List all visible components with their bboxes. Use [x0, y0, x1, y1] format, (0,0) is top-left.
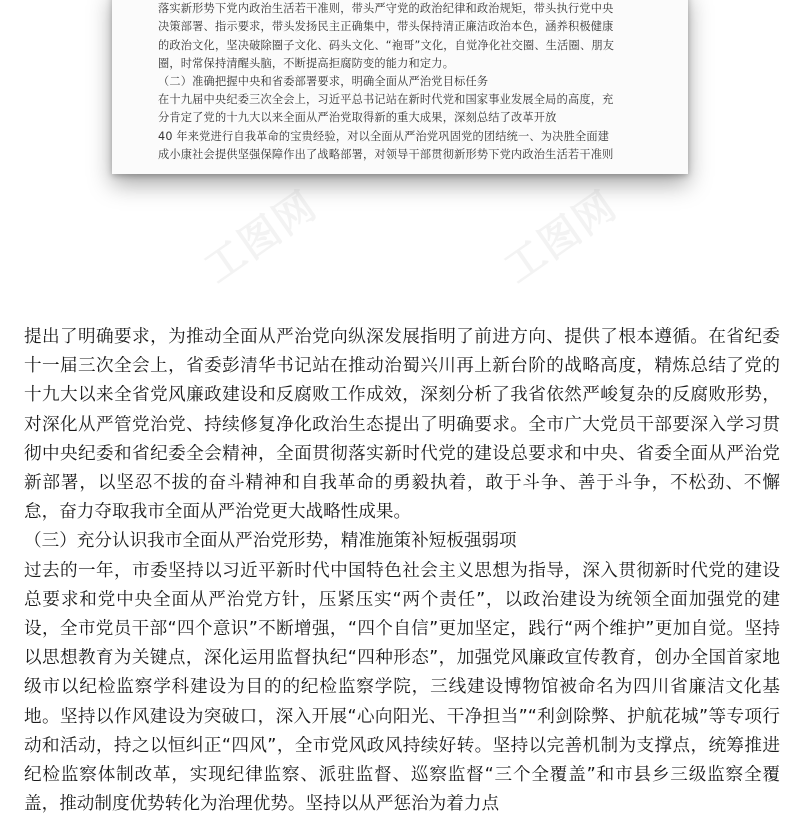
preview-line: 的政治文化，坚决破除圈子文化、码头文化、“袍哥”文化，自觉净化社交圈、生活圈、朋友: [158, 37, 656, 55]
preview-line: 分肯定了党的十九大以来全面从严治党取得新的重大成果，深刻总结了改革开放: [158, 109, 656, 127]
preview-line: 落实新形势下党内政治生活若干准则，带头严守党的政治纪律和政治规矩，带头执行党中央: [158, 0, 656, 18]
body-paragraph: 提出了明确要求，为推动全面从严治党向纵深发展指明了前进方向、提供了根本遵循。在省纪委十一届三次全会上，省委彭清华书记站在推动治蜀兴川再上新台阶的战略高度，精炼总结了党的十九大以来全省党风廉政建设和反腐败工作成效，深刻分析了我省依然严峻复杂的反腐败形势，对深化从严管党治党、持续修复净化政治生态提出了明确要求。全市广大党员干部要深入学习贯彻中央纪委和省纪委全会精神，全面贯彻落实新时代党的建设总要求和中央、省委全面从严治党新部署，以坚忍不拔的奋斗精神和自我革命的勇毅执着，敢于斗争、善于斗争，不松劲、不懈怠，奋力夺取我市全面从严治党更大战略性成果。: [24, 323, 780, 527]
body-paragraph: 过去的一年，市委坚持以习近平新时代中国特色社会主义思想为指导，深入贯彻新时代党的建设总要求和党中央全面从严治党方针，压紧压实“两个责任”，以政治建设为统领全面加强党的建设，全市党员干部“四个意识”不断增强，“四个自信”更加坚定，践行“两个维护”更加自觉。坚持以思想教育为关键点，深化运用监督执纪“四种形态”，加强党风廉政宣传教育，创办全国首家地级市以纪检监察学科建设为目的的纪检监察学院，三线建设博物馆被命名为四川省廉洁文化基地。坚持以作风建设为突破口，深入开展“心向阳光、干净担当”“利剑除弊、护航花城”等专项行动和活动，持之以恒纠正“四风”，全市党风政风持续好转。坚持以完善机制为支撑点，统筹推进纪检监察体制改革，实现纪律监察、派驻监督、巡察监督“三个全覆盖”和市县乡三级监察全覆盖，推动制度优势转化为治理优势。坚持以从严惩治为着力点: [24, 557, 780, 819]
document-body: [24, 323, 780, 819]
preview-text-block: [158, 0, 656, 164]
preview-line: 圈，时常保持清醒头脑，不断提高拒腐防变的能力和定力。: [158, 55, 656, 73]
document-preview-card: [112, 0, 688, 174]
preview-section-heading: （二）准确把握中央和省委部署要求，明确全面从严治党目标任务: [158, 73, 656, 91]
watermark: 工图网: [191, 175, 327, 294]
preview-line: 在十九届中央纪委三次全会上，习近平总书记站在新时代党和国家事业发展全局的高度，充: [158, 91, 656, 109]
watermark: 工图网: [491, 175, 627, 294]
preview-line: 成小康社会提供坚强保障作出了战略部署，对领导干部贯彻新形势下党内政治生活若干准则: [158, 146, 656, 164]
preview-line: 决策部署、指示要求，带头发扬民主正确集中，带头保持清正廉洁政治本色，涵养积极健康: [158, 18, 656, 36]
section-heading: （三）充分认识我市全面从严治党形势，精准施策补短板强弱项: [24, 527, 780, 556]
preview-line: 40 年来党进行自我革命的宝贵经验，对以全面从严治党巩固党的团结统一、为决胜全面建: [158, 128, 656, 146]
